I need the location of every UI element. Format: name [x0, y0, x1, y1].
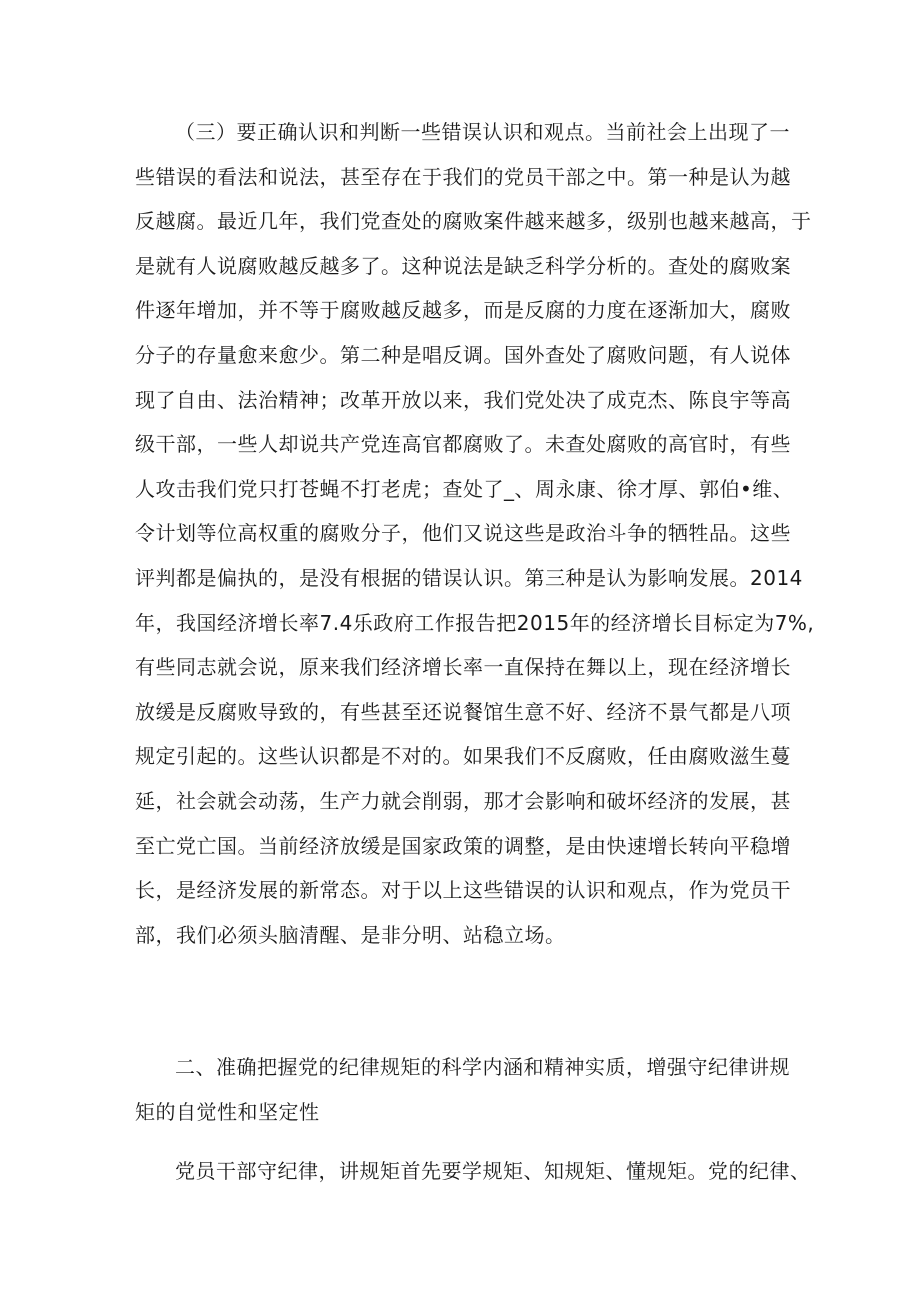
- text-line: 分子的存量愈来愈少。第二种是唱反调。国外查处了腐败问题，有人说体: [135, 343, 791, 367]
- text-line: 放缓是反腐败导致的，有些甚至还说餐馆生意不好、经济不景气都是八项: [135, 699, 791, 724]
- text-line: 规定引起的。这些认识都是不对的。如果我们不反腐败，任由腐败滋生蔓: [135, 744, 791, 769]
- text-line: 令计划等位高权重的腐败分子，他们又说这些是政治斗争的牺牲品。这些: [135, 521, 791, 546]
- text-line: 有些同志就会说，原来我们经济增长率一直保持在舞以上，现在经济增长: [135, 655, 791, 680]
- text-line: 是就有人说腐败越反越多了。这种说法是缺乏科学分析的。查处的腐败案: [135, 253, 791, 278]
- text-line: 长，是经济发展的新常态。对于以上这些错误的认识和观点，作为党员干: [135, 878, 791, 903]
- text-line: 部，我们必须头脑清醒、是非分明、站稳立场。: [135, 922, 566, 947]
- text-line: 延，社会就会动荡，生产力就会削弱，那才会影响和破坏经济的发展，甚: [135, 789, 791, 813]
- text-line: 反越腐。最近几年，我们党查处的腐败案件越来越多，级别也越来越高，于: [135, 209, 812, 234]
- text-line: 评判都是偏执的，是没有根据的错误认识。第三种是认为影响发展。2014: [135, 566, 803, 590]
- text-line: 至亡党亡国。当前经济放缓是国家政策的调整，是由快速增长转向平稳增: [135, 833, 791, 858]
- text-line: 人攻击我们党只打苍蝇不打老虎；查处了_、周永康、徐才厚、郭伯•维、: [135, 476, 794, 501]
- text-line: 些错误的看法和说法，甚至存在于我们的党员干部之中。第一种是认为越: [135, 164, 791, 189]
- text-line: 现了自由、法治精神；改革开放以来，我们党处决了成克杰、陈良宇等高: [135, 387, 791, 412]
- text-line: 件逐年增加，并不等于腐败越反越多，而是反腐的力度在逐渐加大，腐败: [135, 298, 791, 323]
- text-line: 年，我国经济增长率7.4乐政府工作报告把2015年的经济增长目标定为7%,: [135, 610, 815, 635]
- text-line: 二、准确把握党的纪律规矩的科学内涵和精神实质，增强守纪律讲规: [175, 1055, 790, 1079]
- text-line: 矩的自觉性和坚定性: [135, 1099, 320, 1124]
- text-line: 级干部，一些人却说共产党连高官都腐败了。未查处腐败的高官时，有些: [135, 432, 791, 457]
- text-line: （三）要正确认识和判断一些错误认识和观点。当前社会上出现了一: [175, 120, 790, 144]
- text-line: 党员干部守纪律，讲规矩首先要学规矩、知规矩、懂规矩。党的纪律、: [175, 1159, 811, 1183]
